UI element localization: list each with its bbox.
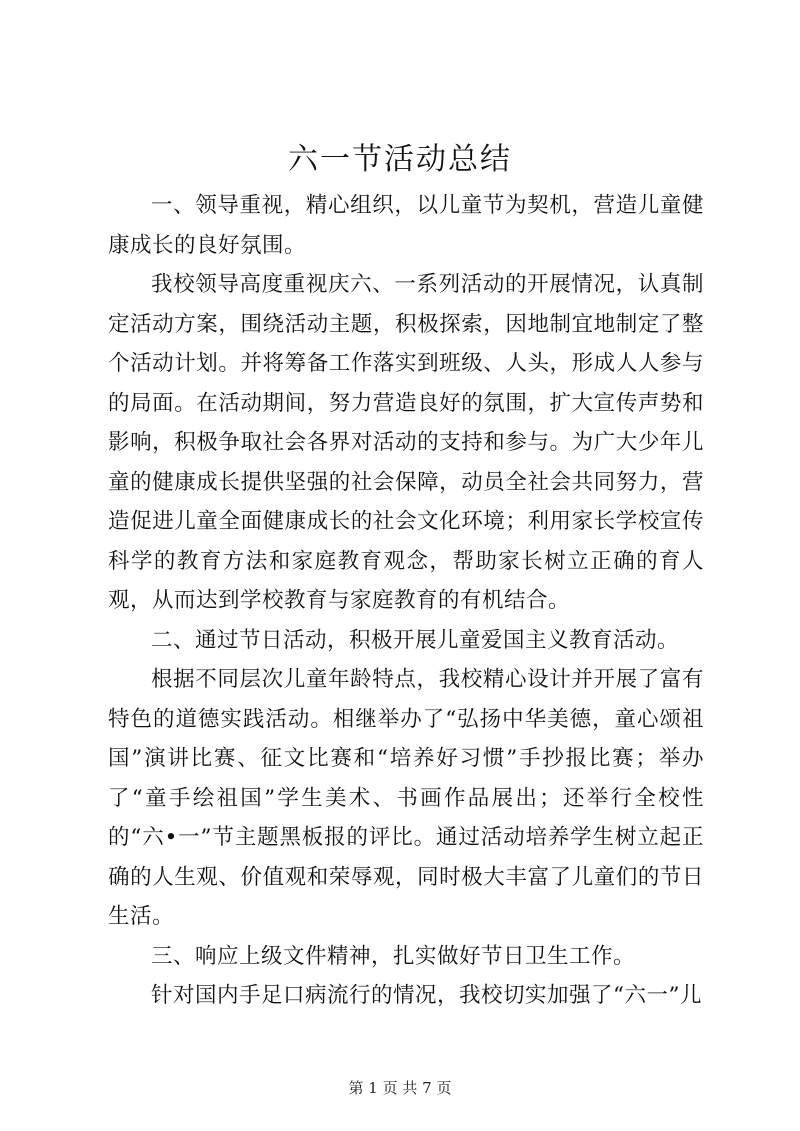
body-paragraph-2: 根据不同层次儿童年龄特点，我校精心设计并开展了富有特色的道德实践活动。相继举办了“弘扬中华美德，童心颂祖国”演讲比赛、征文比赛和“培养好习惯”手抄报比赛；举办了“童手绘祖国”学生美术、书画作品展出；还举行全校性的“六•一”节主题黑板报的评比。通过活动培养学生树立起正确的人生观、价值观和荣辱观，同时极大丰富了儿童们的节日生活。 [108, 667, 704, 929]
section-heading-1: 一、领导重视，精心组织，以儿童节为契机，营造儿童健康成长的良好氛围。 [108, 193, 704, 258]
section-heading-3: 三、响应上级文件精神，扎实做好节日卫生工作。 [151, 943, 636, 969]
body-paragraph-3: 针对国内手足口病流行的情况，我校切实加强了“六一”儿 [151, 983, 702, 1008]
body-paragraph-1: 我校领导高度重视庆六、一系列活动的开展情况，认真制定活动方案，围绕活动主题，积极探索，因地制宜地制定了整个活动计划。并将筹备工作落实到班级、人头，形成人人参与的局面。在活动期间，努力营造良好的氛围，扩大宣传声势和影响，积极争取社会各界对活动的支持和参与。为广大少年儿童的健康成长提供坚强的社会保障，动员全社会共同努力，营造促进儿童全面健康成长的社会文化环境；利用家长学校宣传科学的教育方法和家庭教育观念，帮助家长树立正确的育人观，从而达到学校教育与家庭教育的有机结合。 [108, 272, 704, 613]
page-footer: 第 1 页 共 7 页 [348, 1079, 452, 1097]
section-heading-2: 二、通过节日活动，积极开展儿童爱国主义教育活动。 [151, 627, 680, 653]
page-title: 六一节活动总结 [288, 142, 512, 177]
document-body [108, 186, 704, 1016]
